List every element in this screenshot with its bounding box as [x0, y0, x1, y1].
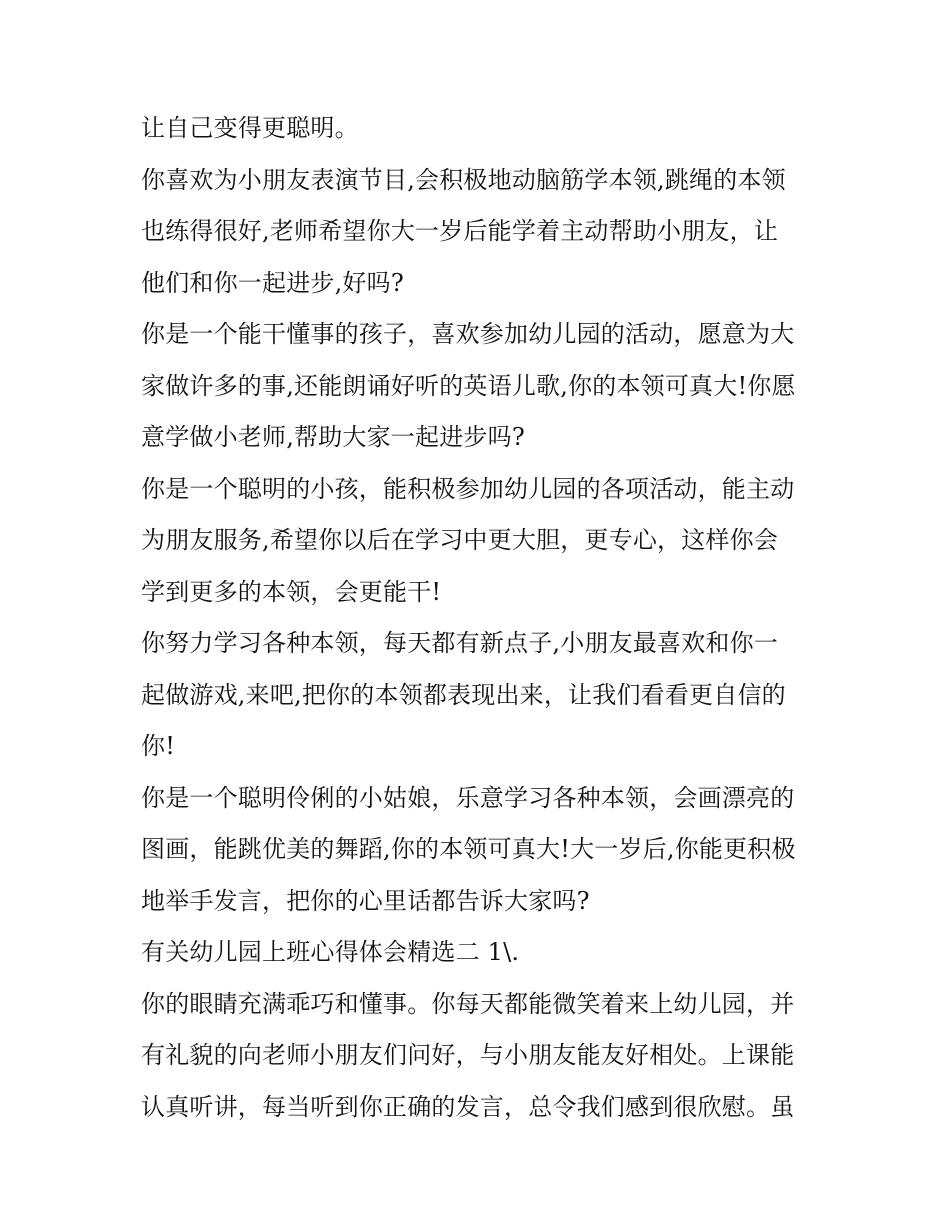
text-line: 你是一个聪明伶俐的小姑娘，乐意学习各种本领，会画漂亮的	[141, 784, 795, 812]
text-line: 有礼貌的向老师小朋友们问好，与小朋友能友好相处。上课能	[141, 1041, 795, 1069]
text-line: 意学做小老师,帮助大家一起进步吗?	[141, 423, 525, 451]
text-line: 你的眼睛充满乖巧和懂事。你每天都能微笑着来上幼儿园，并	[141, 990, 795, 1018]
text-line: 地举手发言，把你的心里话都告诉大家吗?	[141, 887, 590, 915]
text-line: 他们和你一起进步,好吗?	[141, 269, 404, 297]
text-line: 为朋友服务,希望你以后在学习中更大胆，更专心，这样你会	[141, 526, 779, 554]
section-heading: 有关幼儿园上班心得体会精选二 1\.	[141, 938, 520, 966]
text-line: 你努力学习各种本领，每天都有新点子,小朋友最喜欢和你一	[141, 629, 779, 657]
text-line: 家做许多的事,还能朗诵好听的英语儿歌,你的本领可真大!你愿	[141, 372, 796, 400]
text-line: 你喜欢为小朋友表演节目,会积极地动脑筋学本领,跳绳的本领	[141, 166, 786, 194]
text-line: 你是一个能干懂事的孩子，喜欢参加幼儿园的活动，愿意为大	[141, 320, 795, 348]
text-line: 让自己变得更聪明。	[141, 114, 359, 142]
text-line: 图画，能跳优美的舞蹈,你的本领可真大!大一岁后,你能更积极	[141, 835, 796, 863]
text-line: 也练得很好,老师希望你大一岁后能学着主动帮助小朋友，让	[141, 217, 779, 245]
text-line: 认真听讲，每当听到你正确的发言，总令我们感到很欣慰。虽	[141, 1093, 795, 1121]
text-line: 你是一个聪明的小孩，能积极参加幼儿园的各项活动，能主动	[141, 475, 795, 503]
text-line: 你!	[141, 732, 176, 760]
text-line: 起做游戏,来吧,把你的本领都表现出来，让我们看看更自信的	[141, 681, 786, 709]
text-line: 学到更多的本领，会更能干!	[141, 578, 442, 606]
